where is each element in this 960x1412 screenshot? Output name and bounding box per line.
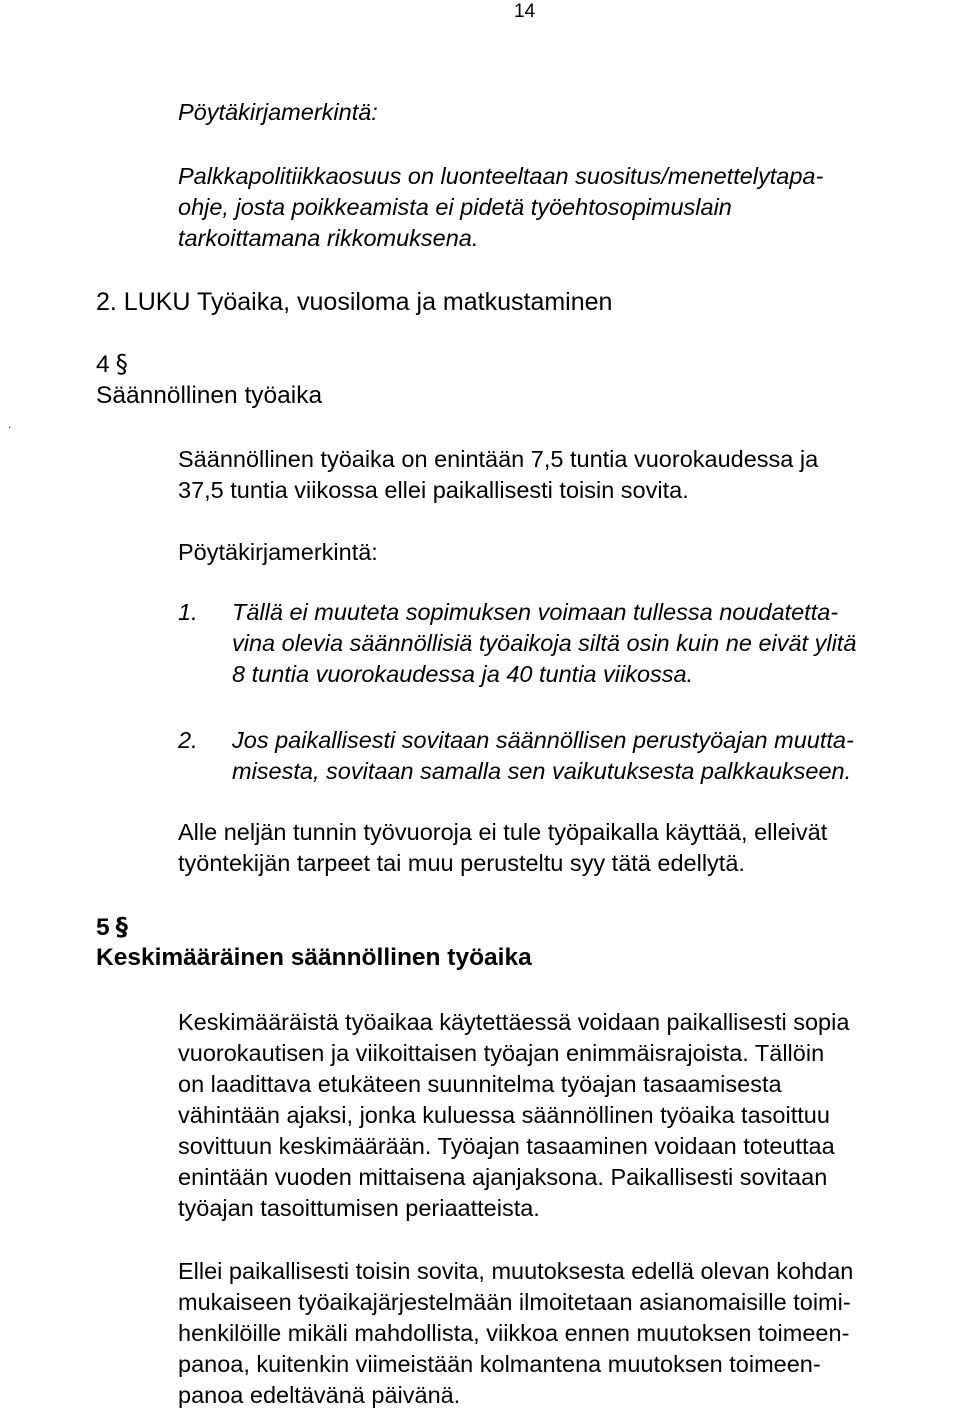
- text-line: Palkkapolitiikkaosuus on luonteeltaan suositus/menettelytapa-: [178, 163, 824, 189]
- text-line: vuorokautisen ja viikoittaisen työajan enimmäisrajoista. Tällöin: [178, 1040, 825, 1066]
- text-line: Säännöllinen työaika on enintään 7,5 tuntia vuorokaudessa ja: [178, 446, 819, 472]
- text-line: tarkoittamana rikkomuksena.: [178, 225, 479, 251]
- text-line: työntekijän tarpeet tai muu perusteltu syy tätä edellytä.: [178, 850, 745, 876]
- list-text: [232, 597, 856, 690]
- text-line: henkilöille mikäli mahdollista, viikkoa ennen muutoksen toimeen-: [178, 1320, 850, 1346]
- list-number: 1.: [178, 599, 198, 625]
- text-line: enintään vuoden mittaisena ajanjaksona. Paikallisesti sovitaan: [178, 1164, 828, 1190]
- text-line: Ellei paikallisesti toisin sovita, muutoksesta edellä olevan kohdan: [178, 1258, 854, 1284]
- note-list-item: [178, 725, 958, 789]
- text-line: panoa edeltävänä päivänä.: [178, 1382, 461, 1408]
- section-4-paragraph: [178, 444, 818, 506]
- text-line: Jos paikallisesti sovitaan säännöllisen perustyöajan muutta-: [232, 727, 854, 753]
- section-4-note-heading: Pöytäkirjamerkintä:: [178, 539, 378, 565]
- section-sign-icon: §: [115, 349, 128, 378]
- page-number: 14: [514, 1, 536, 22]
- text-line: sovittuun keskimäärään. Työajan tasaaminen voidaan toteuttaa: [178, 1133, 835, 1159]
- section-4-title: Säännöllinen työaika: [96, 382, 323, 409]
- section-4-number: [96, 348, 128, 380]
- text-line: panoa, kuitenkin viimeistään kolmantena muutoksen toimeen-: [178, 1351, 821, 1377]
- section-number: 4: [96, 351, 110, 378]
- text-line: ohje, josta poikkeamista ei pidetä työehtosopimuslain: [178, 194, 732, 220]
- list-text: [232, 725, 854, 787]
- section-5-title: Keskimääräinen säännöllinen työaika: [96, 944, 532, 971]
- section-5-paragraph-1: [178, 1007, 849, 1224]
- list-number: 2.: [178, 727, 198, 753]
- section-5-paragraph-2: [178, 1256, 853, 1411]
- stray-mark: .: [8, 417, 12, 431]
- section-number: 5: [96, 914, 110, 941]
- note-list-item: [178, 597, 958, 693]
- section-4-closing-paragraph: [178, 817, 827, 879]
- note-heading: Pöytäkirjamerkintä:: [178, 99, 378, 125]
- note-paragraph: [178, 161, 823, 254]
- text-line: Keskimääräistä työaikaa käytettäessä voidaan paikallisesti sopia: [178, 1009, 850, 1035]
- section-sign-icon: §: [115, 912, 128, 941]
- section-5-number: [96, 911, 128, 943]
- text-line: vina olevia säännöllisiä työaikoja siltä osin kuin ne eivät ylitä: [232, 630, 857, 656]
- chapter-title: 2. LUKU Työaika, vuosiloma ja matkustaminen: [96, 288, 613, 316]
- text-line: 37,5 tuntia viikossa ellei paikallisesti toisin sovita.: [178, 477, 689, 503]
- text-line: mukaiseen työaikajärjestelmään ilmoitetaan asianomaisille toimi-: [178, 1289, 851, 1315]
- text-line: vähintään ajaksi, jonka kuluessa säännöllinen työaika tasoittuu: [178, 1102, 830, 1128]
- text-line: Alle neljän tunnin työvuoroja ei tule työpaikalla käyttää, elleivät: [178, 819, 828, 845]
- text-line: työajan tasoittumisen periaatteista.: [178, 1195, 540, 1221]
- text-line: Tällä ei muuteta sopimuksen voimaan tullessa noudatetta-: [232, 599, 839, 625]
- text-line: on laadittava etukäteen suunnitelma työajan tasaamisesta: [178, 1071, 782, 1097]
- text-line: misesta, sovitaan samalla sen vaikutuksesta palkkaukseen.: [232, 758, 852, 784]
- text-line: 8 tuntia vuorokaudessa ja 40 tuntia viikossa.: [232, 661, 694, 687]
